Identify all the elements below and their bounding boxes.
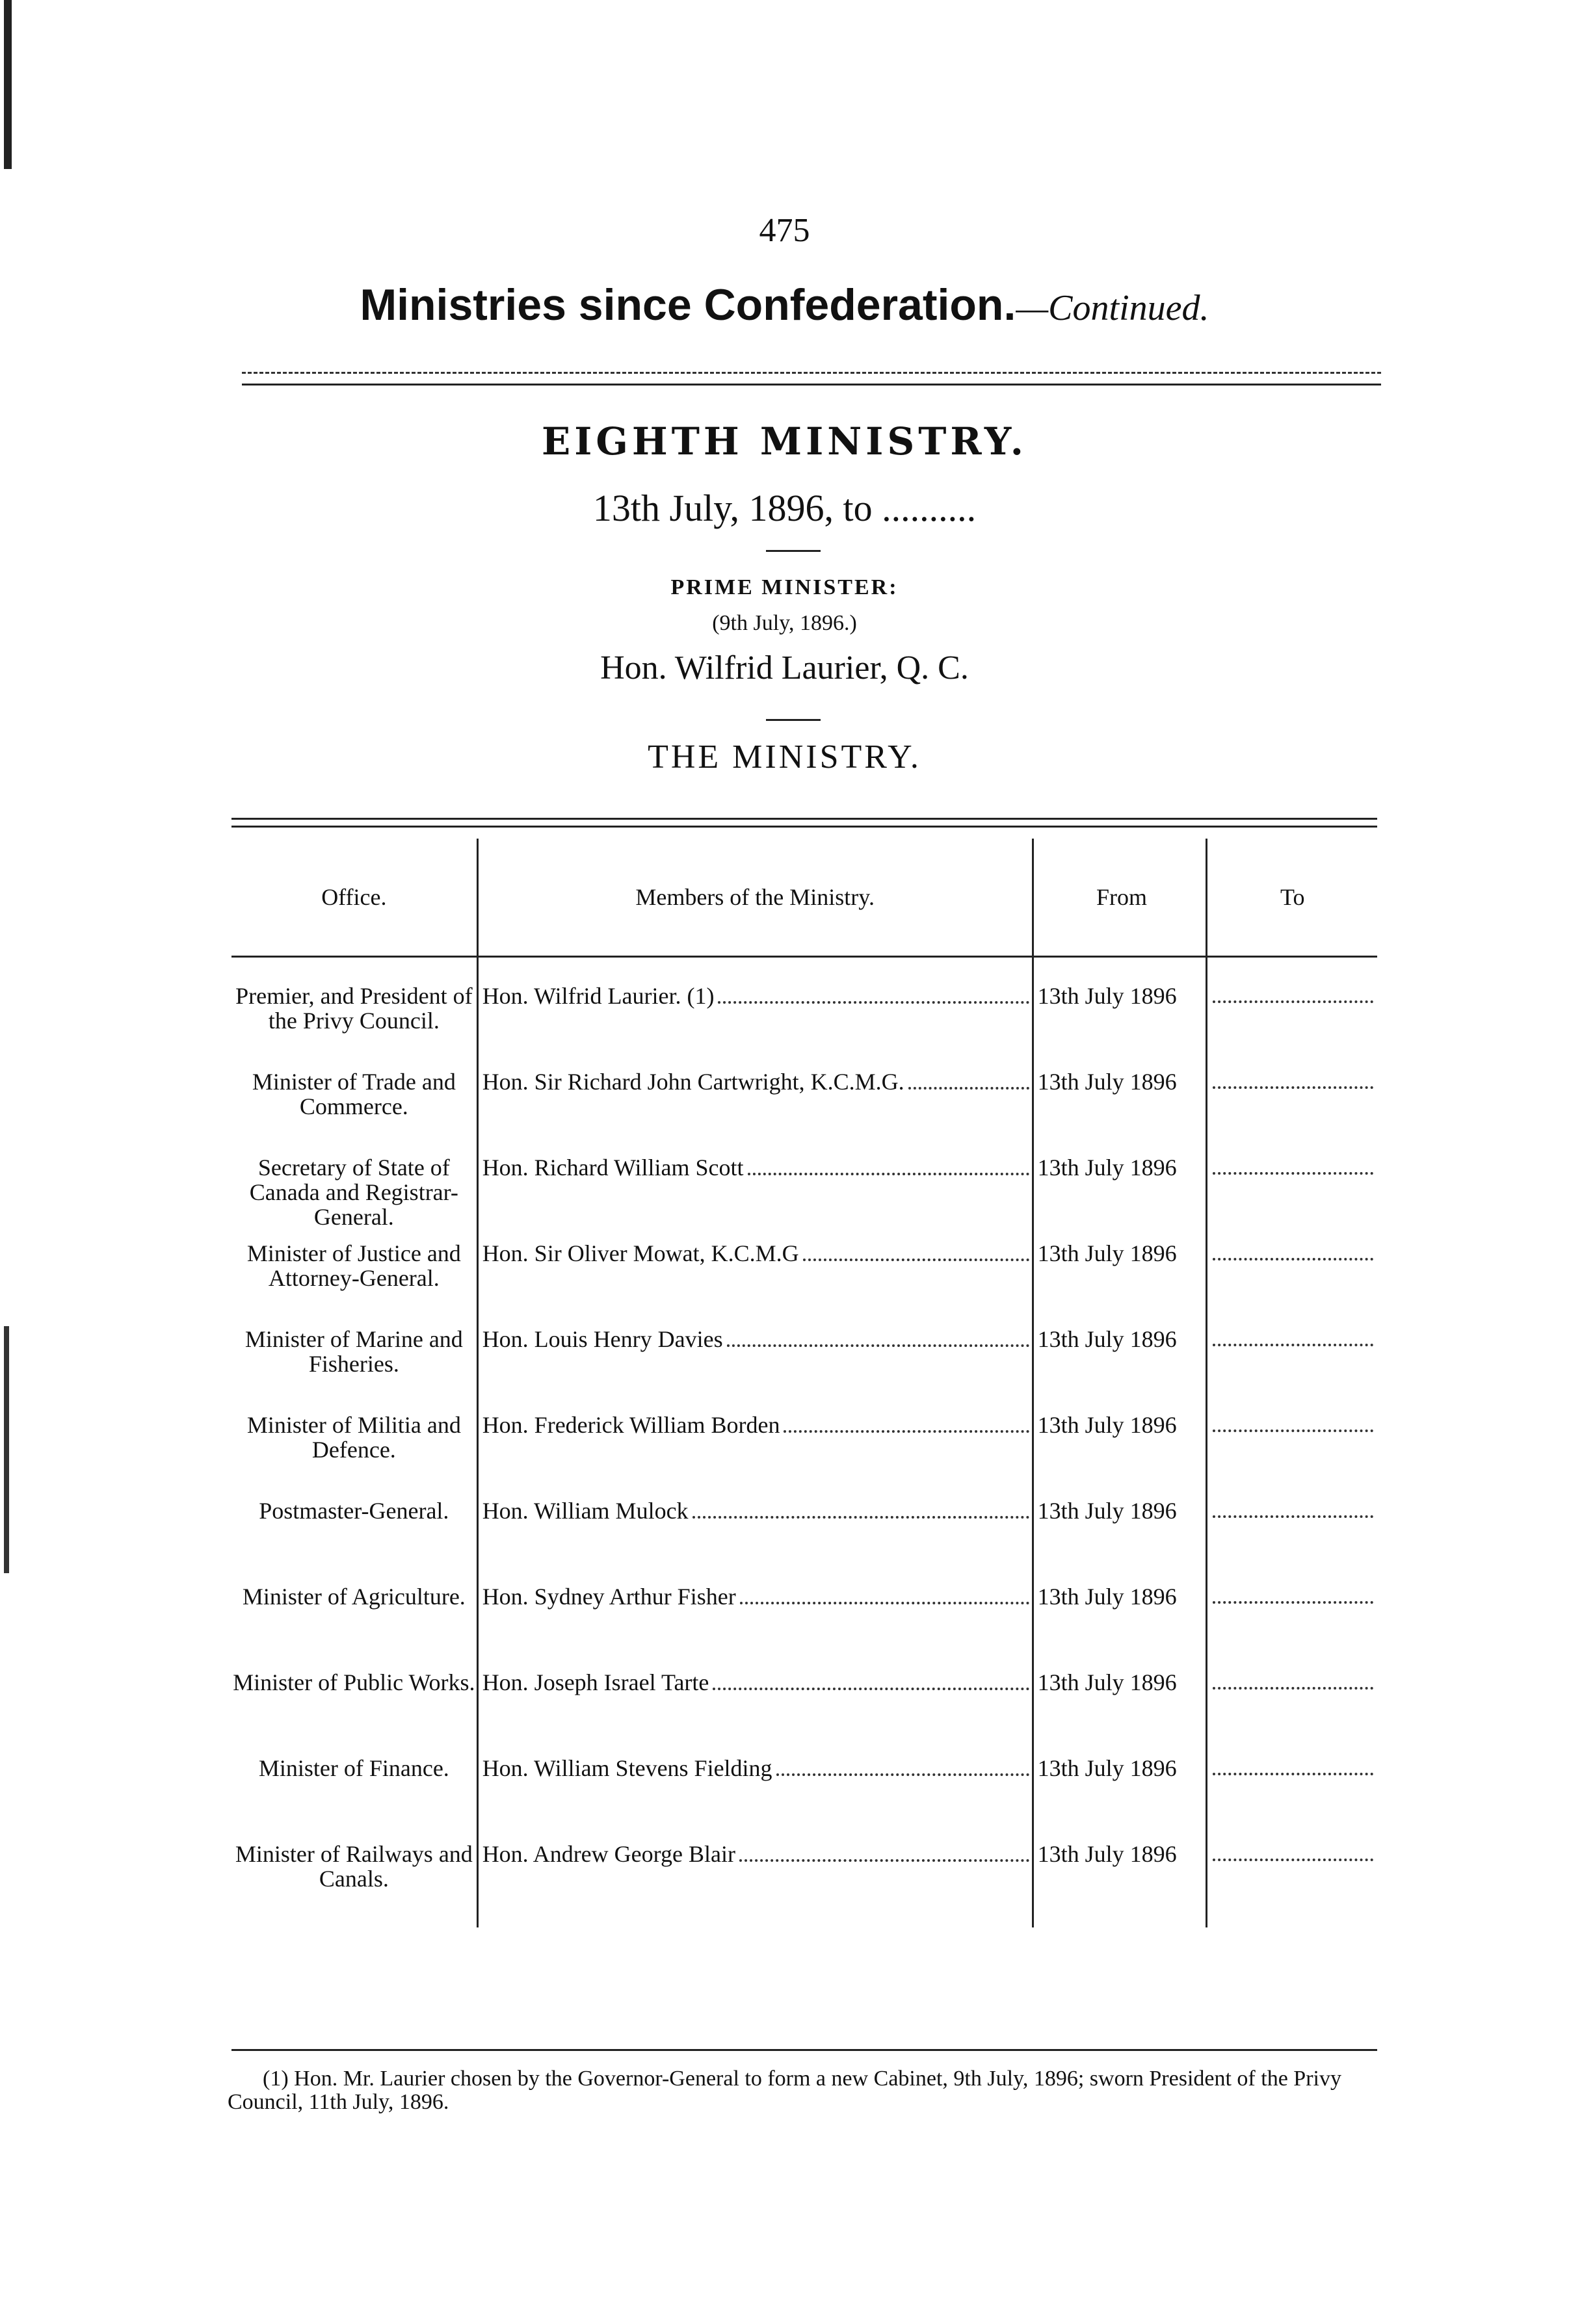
office-cell [231,1670,477,1756]
member-cell [477,1069,1033,1155]
member-cell [477,1756,1033,1842]
dot-leader [803,1259,1029,1261]
header-office: Office. [231,839,477,957]
page-number: 475 [759,212,810,249]
ministry-date-range: 13th July, 1896, to .......... [592,487,977,529]
to-date-cell [1207,1842,1377,1927]
member-name: Hon. Louis Henry Davies [482,1326,723,1352]
from-date-cell: 13th July 1896 [1033,1584,1207,1670]
office-text: Minister of Marine and Fisheries. [244,1326,463,1377]
member-cell [477,1155,1033,1241]
office-text: Minister of Militia and Defence. [246,1412,461,1463]
office-text: Minister of Railways and Canals. [235,1841,473,1892]
dot-leader [1213,1687,1373,1690]
table-row [231,1670,1377,1756]
from-date-cell: 13th July 1896 [1033,1498,1207,1584]
member-cell [477,1498,1033,1584]
dot-leader [1213,1172,1373,1175]
member-cell [477,957,1033,1070]
page-title-main: Ministries since Confederation. [360,280,1016,330]
member-name: Hon. Richard William Scott [482,1155,744,1181]
ministry-subheading: THE MINISTRY. [648,738,921,776]
dot-leader [1213,1601,1373,1604]
dot-leader [692,1516,1029,1519]
table-top-rule [231,826,1377,828]
dot-leader [784,1430,1029,1433]
dot-leader [748,1173,1029,1175]
table-row [231,1241,1377,1327]
table-bottom-rule [231,2049,1377,2051]
table-row [231,1756,1377,1842]
office-text: Minister of Public Works. [233,1669,475,1695]
ministry-table [231,839,1377,1927]
page-binding-edge [4,0,12,169]
to-date-cell [1207,1670,1377,1756]
from-date-cell: 13th July 1896 [1033,1413,1207,1498]
office-cell [231,1498,477,1584]
prime-minister-name: Hon. Wilfrid Laurier, Q. C. [600,649,969,686]
dot-leader [727,1344,1029,1347]
member-name: Hon. William Stevens Fielding [482,1755,772,1781]
from-date-cell: 13th July 1896 [1033,1756,1207,1842]
header-members: Members of the Ministry. [477,839,1033,957]
title-divider-dashed [242,372,1381,374]
short-divider [766,719,821,721]
dot-leader [1213,1773,1373,1775]
member-cell [477,1241,1033,1327]
member-name: Hon. Andrew George Blair [482,1841,735,1867]
title-divider-solid [242,384,1381,385]
member-cell [477,1584,1033,1670]
table-row [231,1842,1377,1927]
member-name: Hon. Wilfrid Laurier. (1) [482,983,715,1009]
dot-leader [739,1859,1029,1862]
from-date-cell: 13th July 1896 [1033,1155,1207,1241]
header-from: From [1033,839,1207,957]
from-date-cell: 13th July 1896 [1033,1842,1207,1927]
to-date-cell [1207,1498,1377,1584]
table-row [231,957,1377,1070]
office-cell [231,1584,477,1670]
member-name: Hon. Sydney Arthur Fisher [482,1584,736,1610]
page-binding-edge-lower [4,1326,9,1573]
page-title-continued: —Continued. [1016,288,1209,328]
dot-leader [740,1602,1029,1604]
dot-leader [1213,1859,1373,1861]
member-name: Hon. Sir Oliver Mowat, K.C.M.G [482,1240,799,1266]
dot-leader [1213,1258,1373,1260]
member-name: Hon. Sir Richard John Cartwright, K.C.M.G. [482,1069,904,1095]
table-header-row [231,839,1377,957]
prime-minister-date: (9th July, 1896.) [712,611,857,635]
from-date-cell: 13th July 1896 [1033,1327,1207,1413]
dot-leader [718,1001,1029,1004]
table-row [231,1413,1377,1498]
from-date-cell: 13th July 1896 [1033,1241,1207,1327]
office-cell [231,1069,477,1155]
member-cell [477,1413,1033,1498]
dot-leader [776,1773,1029,1776]
to-date-cell [1207,1756,1377,1842]
page-title [0,280,1569,330]
office-text: Minister of Agriculture. [242,1584,466,1610]
office-text: Minister of Finance. [258,1755,449,1781]
short-divider [766,550,821,552]
prime-minister-label: PRIME MINISTER: [670,575,899,599]
member-name: Hon. Joseph Israel Tarte [482,1669,709,1695]
to-date-cell [1207,1069,1377,1155]
office-text: Premier, and President of the Privy Council. [235,983,473,1034]
office-cell [231,1756,477,1842]
to-date-cell [1207,957,1377,1070]
to-date-cell [1207,1241,1377,1327]
dot-leader [908,1087,1029,1090]
dot-leader [1213,1086,1373,1089]
dot-leader [1213,1344,1373,1346]
member-name: Hon. Frederick William Borden [482,1412,780,1438]
table-row [231,1498,1377,1584]
member-cell [477,1842,1033,1927]
dot-leader [1213,1000,1373,1003]
dot-leader [713,1688,1029,1690]
office-cell [231,1155,477,1241]
member-name: Hon. William Mulock [482,1498,689,1524]
office-text: Secretary of State of Canada and Registrar-General. [249,1155,458,1230]
member-cell [477,1327,1033,1413]
header-to: To [1207,839,1377,957]
office-cell [231,1842,477,1927]
from-date-cell: 13th July 1896 [1033,957,1207,1070]
table-row [231,1327,1377,1413]
dot-leader [1213,1430,1373,1432]
office-cell [231,1327,477,1413]
ministry-heading: EIGHTH MINISTRY. [542,419,1027,463]
office-text: Minister of Trade and Commerce. [252,1069,456,1119]
to-date-cell [1207,1413,1377,1498]
table-row [231,1155,1377,1241]
table-row [231,1584,1377,1670]
office-cell [231,1241,477,1327]
office-text: Postmaster-General. [259,1498,449,1524]
member-cell [477,1670,1033,1756]
from-date-cell: 13th July 1896 [1033,1670,1207,1756]
table-row [231,1069,1377,1155]
office-cell [231,1413,477,1498]
table-top-rule [231,818,1377,820]
to-date-cell [1207,1327,1377,1413]
to-date-cell [1207,1155,1377,1241]
from-date-cell: 13th July 1896 [1033,1069,1207,1155]
dot-leader [1213,1515,1373,1518]
office-text: Minister of Justice and Attorney-General. [246,1240,461,1291]
footnote: (1) Hon. Mr. Laurier chosen by the Governor-General to form a new Cabinet, 9th July, 1896; sworn President of the Privy Council, 11th July, 1896. [228,2067,1341,2114]
to-date-cell [1207,1584,1377,1670]
office-cell [231,957,477,1070]
